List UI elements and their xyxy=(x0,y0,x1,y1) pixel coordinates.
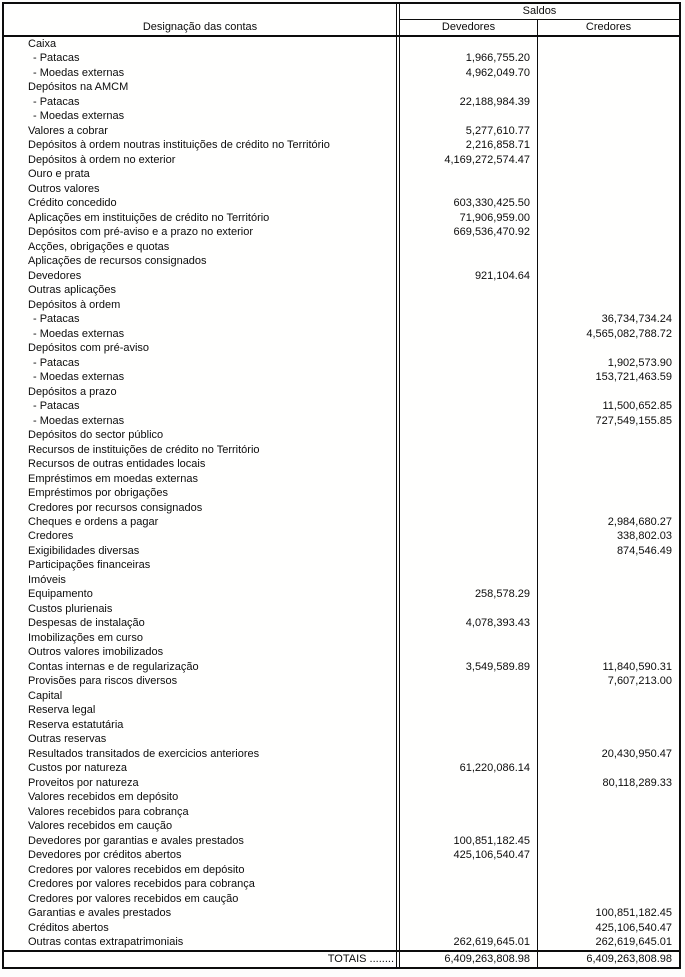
devedores-value: 61,220,086.14 xyxy=(399,761,538,775)
table-row xyxy=(4,587,679,601)
table-row xyxy=(4,457,679,471)
table-row xyxy=(4,616,679,630)
account-label: Depósitos a prazo xyxy=(4,385,397,399)
credores-value xyxy=(538,37,679,51)
devedores-value xyxy=(399,805,538,819)
table-row xyxy=(4,515,679,529)
account-label: Credores por recursos consignados xyxy=(4,501,397,515)
devedores-value xyxy=(399,167,538,181)
table-row xyxy=(4,863,679,877)
credores-value xyxy=(538,167,679,181)
table-row xyxy=(4,805,679,819)
account-label: Outras reservas xyxy=(4,732,397,746)
column-header-saldos: Saldos xyxy=(400,4,679,20)
devedores-value xyxy=(399,718,538,732)
devedores-value xyxy=(399,80,538,94)
account-label: Empréstimos por obrigações xyxy=(4,486,397,500)
credores-value: 425,106,540.47 xyxy=(595,921,672,934)
credores-value: 153,721,463.59 xyxy=(595,371,672,384)
account-label: Acções, obrigações e quotas xyxy=(4,240,397,254)
account-label: Resultados transitados de exercicios anteriores xyxy=(4,747,397,761)
account-label: Outras aplicações xyxy=(4,283,397,297)
credores-value xyxy=(538,486,679,500)
account-label: Custos por natureza xyxy=(4,761,397,775)
table-row xyxy=(4,877,679,891)
table-row xyxy=(4,399,679,413)
devedores-value xyxy=(399,298,538,312)
account-label: - Moedas externas xyxy=(4,109,397,123)
account-label: Equipamento xyxy=(4,587,397,601)
account-label: - Patacas xyxy=(4,356,397,370)
column-header-designation: Designação das contas xyxy=(4,4,397,35)
account-label: Credores xyxy=(4,529,397,543)
account-label: Provisões para riscos diversos xyxy=(4,674,397,688)
credores-value: 2,984,680.27 xyxy=(607,515,672,528)
credores-value xyxy=(538,645,679,659)
account-label: Outros valores xyxy=(4,182,397,196)
credores-value: 1,902,573.90 xyxy=(607,356,672,369)
devedores-value xyxy=(399,776,538,790)
table-row xyxy=(4,472,679,486)
account-label: Valores recebidos em caução xyxy=(4,819,397,833)
table-row xyxy=(4,906,679,920)
credores-value: 11,840,590.31 xyxy=(602,660,672,673)
table-row xyxy=(4,761,679,775)
account-label: Garantias e avales prestados xyxy=(4,906,397,920)
devedores-value: 5,277,610.77 xyxy=(399,124,538,138)
table-row xyxy=(4,631,679,645)
credores-value: 262,619,645.01 xyxy=(595,936,672,949)
table-row xyxy=(4,356,679,370)
table-row xyxy=(4,109,679,123)
devedores-value: 262,619,645.01 xyxy=(399,935,538,949)
account-label: - Moedas externas xyxy=(4,66,397,80)
account-label: Depósitos à ordem no exterior xyxy=(4,153,397,167)
table-row xyxy=(4,819,679,833)
table-row xyxy=(4,443,679,457)
credores-value xyxy=(538,834,679,848)
credores-value: 338,802.03 xyxy=(616,530,672,543)
credores-value xyxy=(538,602,679,616)
account-label: - Patacas xyxy=(4,95,397,109)
devedores-value xyxy=(399,747,538,761)
credores-value xyxy=(538,732,679,746)
credores-value xyxy=(538,805,679,819)
credores-value xyxy=(538,66,679,80)
account-label: Recursos de outras entidades locais xyxy=(4,457,397,471)
table-row xyxy=(4,921,679,935)
devedores-value: 4,169,272,574.47 xyxy=(399,153,538,167)
devedores-value: 22,188,984.39 xyxy=(399,95,538,109)
table-row xyxy=(4,66,679,80)
balance-table xyxy=(2,2,681,969)
table-row xyxy=(4,95,679,109)
table-row xyxy=(4,428,679,442)
credores-value xyxy=(538,892,679,906)
saldos-header-group xyxy=(399,4,679,35)
credores-value xyxy=(538,848,679,862)
devedores-value xyxy=(399,457,538,471)
devedores-value xyxy=(399,283,538,297)
account-label: Outras contas extrapatrimoniais xyxy=(4,935,397,949)
account-label: Exigibilidades diversas xyxy=(4,544,397,558)
devedores-value xyxy=(399,385,538,399)
table-row xyxy=(4,167,679,181)
credores-value xyxy=(538,631,679,645)
account-label: Reserva legal xyxy=(4,703,397,717)
account-label: Ouro e prata xyxy=(4,167,397,181)
table-row xyxy=(4,124,679,138)
table-row xyxy=(4,153,679,167)
devedores-value xyxy=(399,631,538,645)
account-label: - Moedas externas xyxy=(4,370,397,384)
devedores-value xyxy=(399,703,538,717)
devedores-value: 1,966,755.20 xyxy=(399,51,538,65)
table-row xyxy=(4,935,679,949)
devedores-value xyxy=(399,414,538,428)
credores-value xyxy=(538,269,679,283)
devedores-value xyxy=(399,341,538,355)
credores-value xyxy=(538,124,679,138)
credores-value xyxy=(538,240,679,254)
devedores-value xyxy=(399,428,538,442)
devedores-value xyxy=(399,790,538,804)
table-row xyxy=(4,703,679,717)
table-row xyxy=(4,573,679,587)
account-label: Caixa xyxy=(4,37,397,51)
devedores-value xyxy=(399,37,538,51)
credores-value xyxy=(538,558,679,572)
credores-value: 727,549,155.85 xyxy=(595,414,672,427)
devedores-value xyxy=(399,443,538,457)
table-body xyxy=(4,37,679,950)
credores-value xyxy=(538,457,679,471)
credores-value xyxy=(538,689,679,703)
account-label: Imóveis xyxy=(4,573,397,587)
account-label: Capital xyxy=(4,689,397,703)
credores-value: 20,430,950.47 xyxy=(601,747,672,760)
account-label: - Patacas xyxy=(4,51,397,65)
devedores-value xyxy=(399,863,538,877)
account-label: Depósitos à ordem noutras instituições de crédito no Território xyxy=(4,138,397,152)
devedores-value xyxy=(399,645,538,659)
credores-value: 4,565,082,788.72 xyxy=(586,327,672,340)
table-row xyxy=(4,747,679,761)
devedores-value: 71,906,959.00 xyxy=(399,211,538,225)
table-row xyxy=(4,602,679,616)
table-row xyxy=(4,501,679,515)
credores-value: 7,607,213.00 xyxy=(607,675,672,688)
credores-value xyxy=(538,182,679,196)
table-row xyxy=(4,240,679,254)
devedores-value xyxy=(399,906,538,920)
devedores-value xyxy=(399,501,538,515)
credores-value xyxy=(538,51,679,65)
devedores-value: 258,578.29 xyxy=(399,587,538,601)
account-label: Devedores por garantias e avales prestados xyxy=(4,834,397,848)
table-row xyxy=(4,529,679,543)
account-label: Depósitos com pré-aviso xyxy=(4,341,397,355)
account-label: Devedores xyxy=(4,269,397,283)
table-row xyxy=(4,196,679,210)
credores-value xyxy=(538,877,679,891)
credores-value xyxy=(538,501,679,515)
devedores-value xyxy=(399,182,538,196)
account-label: Proveitos por natureza xyxy=(4,776,397,790)
table-row xyxy=(4,51,679,65)
devedores-value xyxy=(399,109,538,123)
totals-credores-value: 6,409,263,808.98 xyxy=(586,952,672,965)
table-row xyxy=(4,341,679,355)
devedores-value xyxy=(399,240,538,254)
saldos-subheaders xyxy=(400,20,679,35)
table-row xyxy=(4,790,679,804)
table-row xyxy=(4,414,679,428)
devedores-value xyxy=(399,472,538,486)
credores-value xyxy=(538,443,679,457)
devedores-value xyxy=(399,370,538,384)
credores-value xyxy=(538,283,679,297)
account-label: Valores recebidos para cobrança xyxy=(4,805,397,819)
table-row xyxy=(4,182,679,196)
table-row xyxy=(4,660,679,674)
devedores-value xyxy=(399,399,538,413)
credores-value xyxy=(538,109,679,123)
credores-value xyxy=(538,341,679,355)
account-label: - Moedas externas xyxy=(4,414,397,428)
table-row xyxy=(4,254,679,268)
account-label: Devedores por créditos abertos xyxy=(4,848,397,862)
table-row xyxy=(4,138,679,152)
devedores-value xyxy=(399,877,538,891)
credores-value xyxy=(538,225,679,239)
account-label: Aplicações em instituições de crédito no Território xyxy=(4,211,397,225)
credores-value xyxy=(538,385,679,399)
devedores-value xyxy=(399,327,538,341)
column-header-devedores: Devedores xyxy=(400,20,538,35)
devedores-value: 921,104.64 xyxy=(399,269,538,283)
credores-value: 36,734,734.24 xyxy=(601,313,672,326)
table-row xyxy=(4,892,679,906)
table-row xyxy=(4,269,679,283)
credores-value: 100,851,182.45 xyxy=(595,907,672,920)
account-label: Cheques e ordens a pagar xyxy=(4,515,397,529)
table-row xyxy=(4,385,679,399)
devedores-value xyxy=(399,515,538,529)
table-row xyxy=(4,674,679,688)
devedores-value xyxy=(399,573,538,587)
credores-value xyxy=(538,587,679,601)
credores-value: 11,500,652.85 xyxy=(602,400,672,413)
table-row xyxy=(4,645,679,659)
totals-label: TOTAIS ........ xyxy=(4,952,397,967)
table-row xyxy=(4,327,679,341)
account-label: Reserva estatutária xyxy=(4,718,397,732)
table-row xyxy=(4,834,679,848)
credores-value xyxy=(538,254,679,268)
credores-value: 80,118,289.33 xyxy=(602,776,672,789)
table-header xyxy=(4,4,679,37)
account-label: Depósitos do sector público xyxy=(4,428,397,442)
table-row xyxy=(4,211,679,225)
table-row xyxy=(4,689,679,703)
table-row xyxy=(4,298,679,312)
table-row xyxy=(4,718,679,732)
account-label: Credores por valores recebidos em caução xyxy=(4,892,397,906)
account-label: Contas internas e de regularização xyxy=(4,660,397,674)
devedores-value xyxy=(399,544,538,558)
account-label: Empréstimos em moedas externas xyxy=(4,472,397,486)
account-label: Credores por valores recebidos em depósito xyxy=(4,863,397,877)
devedores-value: 4,078,393.43 xyxy=(399,616,538,630)
devedores-value xyxy=(399,558,538,572)
table-row xyxy=(4,37,679,51)
account-label: Depósitos à ordem xyxy=(4,298,397,312)
devedores-value xyxy=(399,732,538,746)
account-label: - Patacas xyxy=(4,312,397,326)
devedores-value xyxy=(399,356,538,370)
table-row xyxy=(4,283,679,297)
devedores-value xyxy=(399,529,538,543)
credores-value xyxy=(538,718,679,732)
table-row xyxy=(4,558,679,572)
credores-value xyxy=(538,138,679,152)
account-label: Crédito concedido xyxy=(4,196,397,210)
account-label: - Patacas xyxy=(4,399,397,413)
table-row xyxy=(4,776,679,790)
credores-value xyxy=(538,703,679,717)
devedores-value xyxy=(399,602,538,616)
account-label: Depósitos com pré-aviso e a prazo no exterior xyxy=(4,225,397,239)
credores-value xyxy=(538,95,679,109)
table-row xyxy=(4,544,679,558)
credores-value xyxy=(538,863,679,877)
devedores-value xyxy=(399,486,538,500)
devedores-value xyxy=(399,921,538,935)
devedores-value: 425,106,540.47 xyxy=(399,848,538,862)
devedores-value: 603,330,425.50 xyxy=(399,196,538,210)
table-row xyxy=(4,732,679,746)
account-label: Despesas de instalação xyxy=(4,616,397,630)
account-label: Outros valores imobilizados xyxy=(4,645,397,659)
devedores-value xyxy=(399,254,538,268)
credores-value xyxy=(538,196,679,210)
credores-value xyxy=(538,472,679,486)
credores-value xyxy=(538,819,679,833)
credores-value xyxy=(538,573,679,587)
devedores-value: 100,851,182.45 xyxy=(399,834,538,848)
account-label: Valores recebidos em depósito xyxy=(4,790,397,804)
account-label: Créditos abertos xyxy=(4,921,397,935)
table-row xyxy=(4,312,679,326)
table-row xyxy=(4,225,679,239)
credores-value: 874,546.49 xyxy=(616,544,672,557)
credores-value xyxy=(538,761,679,775)
credores-value xyxy=(538,428,679,442)
devedores-value xyxy=(399,819,538,833)
account-label: - Moedas externas xyxy=(4,327,397,341)
credores-value xyxy=(538,616,679,630)
credores-value xyxy=(538,80,679,94)
table-row xyxy=(4,848,679,862)
totals-devedores-value: 6,409,263,808.98 xyxy=(399,952,538,967)
account-label: Aplicações de recursos consignados xyxy=(4,254,397,268)
account-label: Imobilizações em curso xyxy=(4,631,397,645)
account-label: Depósitos na AMCM xyxy=(4,80,397,94)
account-label: Participações financeiras xyxy=(4,558,397,572)
account-label: Custos plurienais xyxy=(4,602,397,616)
table-row xyxy=(4,80,679,94)
account-label: Valores a cobrar xyxy=(4,124,397,138)
devedores-value xyxy=(399,312,538,326)
devedores-value: 669,536,470.92 xyxy=(399,225,538,239)
credores-value xyxy=(538,153,679,167)
table-row xyxy=(4,486,679,500)
devedores-value: 4,962,049.70 xyxy=(399,66,538,80)
totals-row xyxy=(4,950,679,967)
credores-value xyxy=(538,790,679,804)
credores-value xyxy=(538,298,679,312)
credores-value xyxy=(538,211,679,225)
column-header-credores: Credores xyxy=(585,21,632,33)
devedores-value xyxy=(399,674,538,688)
devedores-value xyxy=(399,892,538,906)
account-label: Recursos de instituições de crédito no Território xyxy=(4,443,397,457)
account-label: Credores por valores recebidos para cobrança xyxy=(4,877,397,891)
devedores-value: 2,216,858.71 xyxy=(399,138,538,152)
table-row xyxy=(4,370,679,384)
devedores-value: 3,549,589.89 xyxy=(399,660,538,674)
devedores-value xyxy=(399,689,538,703)
